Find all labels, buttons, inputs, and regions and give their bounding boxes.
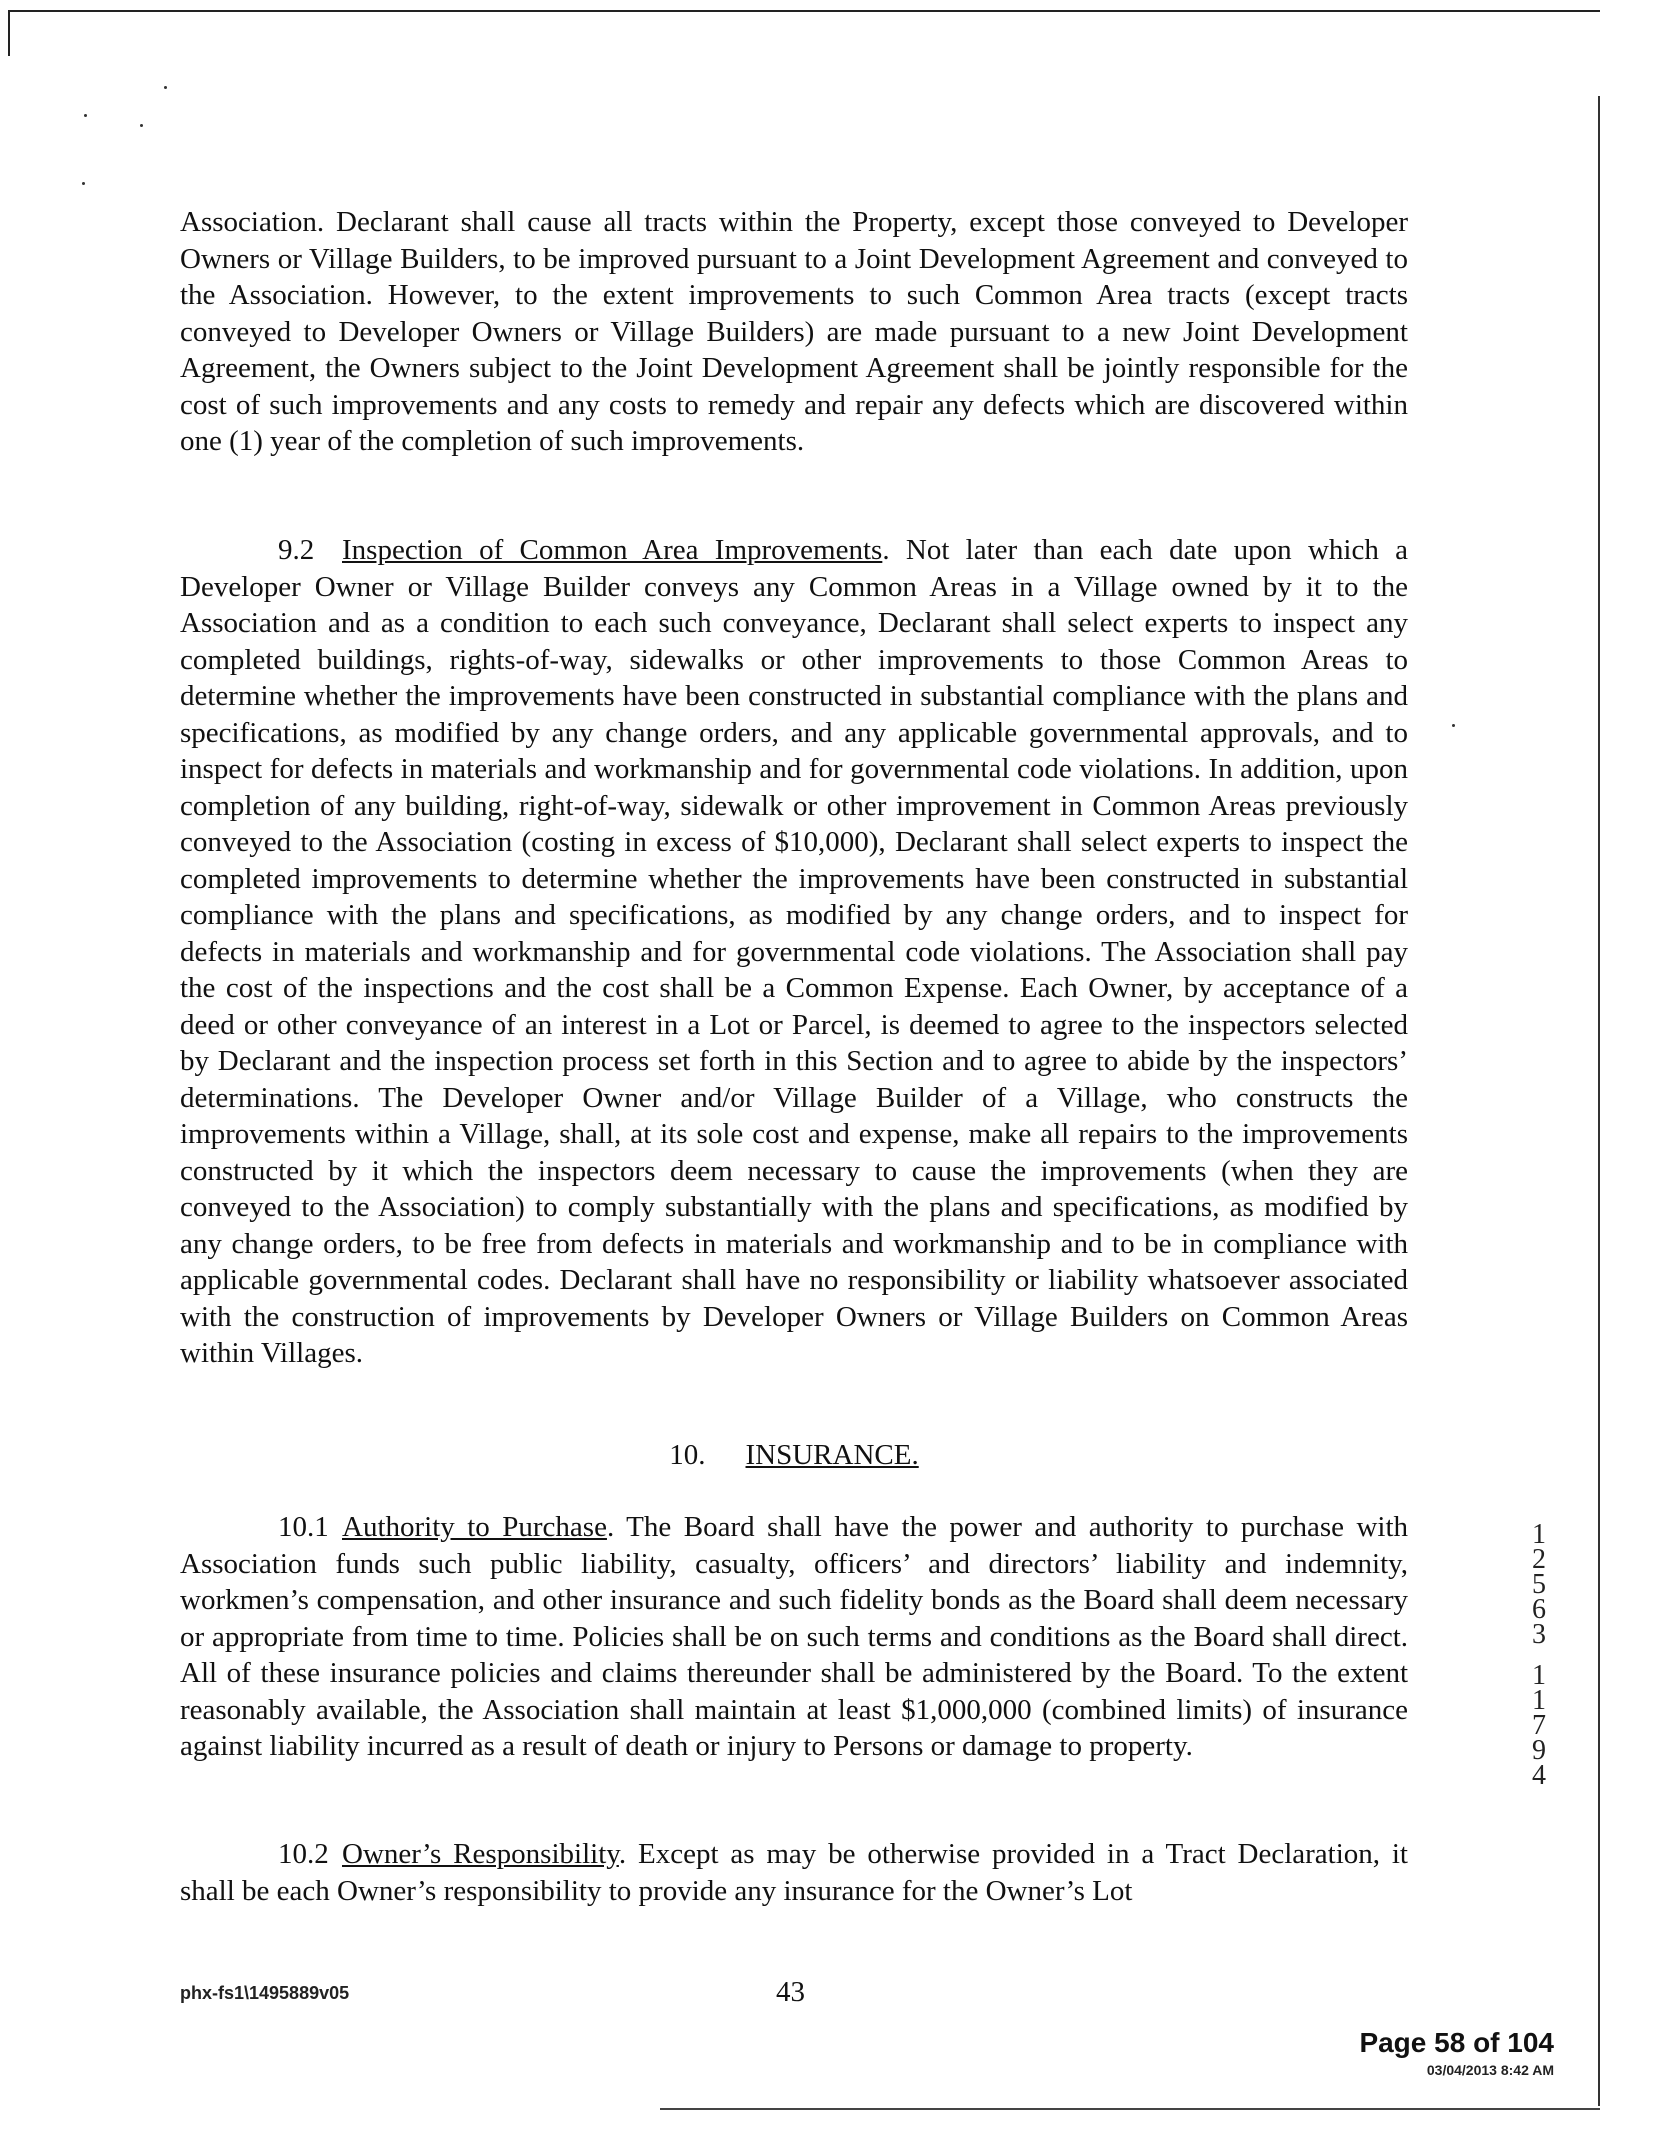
scan-speck (84, 114, 87, 117)
scan-border-bottom (660, 2108, 1600, 2110)
section-9-2: 9.2 Inspection of Common Area Improvements. Not later than each date upon which a Developer Owner or Village Builder conveys any Common Areas in a Village owned by it to the Association and as a condition to each such conveyance, Declarant shall select experts to inspect any completed buildings, rights-of-way, sidewalks or other improvements to those Common Areas to determine whether the improvements have been constructed in substantial compliance with the plans and specifications, as modified by any change orders, and any applicable governmental approvals, and to inspect for defects in materials and workmanship and for governmental code violations. In addition, upon completion of any building, right-of-way, sidewalk or other improvement in Common Areas previously conveyed to the Association (costing in excess of $10,000), Declarant shall select experts to inspect the completed improvements to determine whether the improvements have been constructed in substantial compliance with the plans and specifications, as modified by any change orders, and to inspect for defects in materials and workmanship and for governmental code violations. The Association shall pay the cost of the inspections and the cost shall be a Common Expense. Each Owner, by acceptance of a deed or other conveyance of an interest in a Lot or Parcel, is deemed to agree to the inspectors selected by Declarant and the inspection process set forth in this Section and to agree to abide by the inspectors’ determinations. The Developer Owner and/or Village Builder of a Village, who constructs the improvements within a Village, shall, at its sole cost and expense, make all repairs to the improvements constructed by it which the inspectors deem necessary to cause the improvements (when they are conveyed to the Association) to comply substantially with the plans and specifications, as modified by any change orders, to be free from defects in materials and workmanship and to be in compliance with applicable governmental codes. Declarant shall have no responsibility or liability whatsoever associated with the construction of improvements by Developer Owners or Village Builders on Common Areas within Villages. (180, 534, 1408, 1369)
side-digit: 6 (1532, 1594, 1546, 1625)
section-10-1-title: Authority to Purchase (342, 1511, 607, 1543)
side-digit: 9 (1532, 1735, 1546, 1766)
scan-speck (140, 124, 143, 127)
side-digit: 7 (1532, 1710, 1546, 1741)
page-count-stamp: Page 58 of 104 (1359, 2027, 1554, 2058)
side-digit: 1 (1532, 1660, 1546, 1691)
scan-border-left (8, 10, 10, 56)
footer-document-id: phx-fs1\1495889v05 (180, 1983, 350, 2003)
side-digit: 1 (1532, 1519, 1546, 1550)
intro-paragraph (180, 204, 1408, 460)
section-10-1: 10.1 Authority to Purchase. The Board shall have the power and authority to purchase with Association funds such public liability, casualty, officers’ and directors’ liability and indemnity, workmen’s compensation, and other insurance and such fidelity bonds as the Board shall deem necessary or appropriate from time to time. Policies shall be on such terms and conditions as the Board shall direct. All of these insurance policies and claims thereunder shall be administered by the Board. To the extent reasonably available, the Association shall maintain at least $1,000,000 (combined limits) of insurance against liability incurred as a result of death or injury to Persons or damage to property. (180, 1511, 1408, 1762)
section-10-heading (180, 1437, 1408, 1473)
intro-text: Association. Declarant shall cause all tracts within the Property, except those conveyed to Developer Owners or Village Builders, to be improved pursuant to a Joint Development Agreement and conveyed to the Association. However, to the extent improvements to such Common Area tracts (except tracts conveyed to Developer Owners or Village Builders) are made pursuant to a new Joint Development Agreement, the Owners subject to the Joint Development Agreement shall be jointly responsible for the cost of such improvements and any costs to remedy and repair any defects which are discovered within one (1) year of the completion of such improvements. (180, 206, 1408, 457)
side-digit: 4 (1532, 1760, 1546, 1791)
scan-speck (1452, 724, 1455, 727)
footer-page-number: 43 (776, 1976, 805, 2008)
scan-border-top (8, 10, 1600, 12)
section-9-2-title: Inspection of Common Area Improvements (342, 534, 883, 566)
section-10-2: 10.2 Owner’s Responsibility. Except as may be otherwise provided in a Tract Declaration, it shall be each Owner’s responsibility to provide any insurance for the Owner’s Lot (180, 1838, 1408, 1907)
section-10-1-body: The Board shall have the power and authority to purchase with Association funds such public liability, casualty, officers’ and directors’ liability and indemnity, workmen’s compensation, and other insurance and such fidelity bonds as the Board shall deem necessary or appropriate from time to time. Policies shall be on such terms and conditions as the Board shall direct. All of these insurance policies and claims thereunder shall be administered by the Board. To the extent reasonably available, the Association shall maintain at least $1,000,000 (combined limits) of insurance against liability incurred as a result of death or injury to Persons or damage to property. (180, 1511, 1408, 1762)
scan-speck (82, 182, 85, 185)
scan-speck (164, 86, 167, 89)
side-digit: 1 (1532, 1685, 1546, 1716)
section-9-2-body: Not later than each date upon which a Developer Owner or Village Builder conveys any Common Areas in a Village owned by it to the Association and as a condition to each such conveyance, Declarant shall select experts to inspect any completed buildings, rights-of-way, sidewalks or other improvements to those Common Areas to determine whether the improvements have been constructed in substantial compliance with the plans and specifications, as modified by any change orders, and any applicable governmental approvals, and to inspect for defects in materials and workmanship and for governmental code violations. In addition, upon completion of any building, right-of-way, sidewalk or other improvement in Common Areas previously conveyed to the Association (costing in excess of $10,000), Declarant shall select experts to inspect the completed improvements to determine whether the improvements have been constructed in substantial compliance with the plans and specifications, as modified by any change orders, and to inspect for defects in materials and workmanship and for governmental code violations. The Association shall pay the cost of the inspections and the cost shall be a Common Expense. Each Owner, by acceptance of a deed or other conveyance of an interest in a Lot or Parcel, is deemed to agree to the inspectors selected by Declarant and the inspection process set forth in this Section and to agree to abide by the inspectors’ determinations. The Developer Owner and/or Village Builder of a Village, who constructs the improvements within a Village, shall, at its sole cost and expense, make all repairs to the improvements constructed by it which the inspectors deem necessary to cause the improvements (when they are conveyed to the Association) to comply substantially with the plans and specifications, as modified by any change orders, to be free from defects in materials and workmanship and to be in compliance with applicable governmental codes. Declarant shall have no responsibility or liability whatsoever associated with the construction of improvements by Developer Owners or Village Builders on Common Areas within Villages. (180, 534, 1408, 1369)
section-10-2-body: Except as may be otherwise provided in a Tract Declaration, it shall be each Owner’s responsibility to provide any insurance for the Owner’s Lot (180, 1838, 1408, 1907)
section-10-number: 10. (669, 1439, 706, 1471)
section-10-2-title: Owner’s Responsibility (342, 1838, 619, 1870)
side-digit: 2 (1532, 1544, 1546, 1575)
section-10-1-number: 10.1 (278, 1511, 329, 1543)
section-9-2-number: 9.2 (278, 534, 315, 566)
section-10-title: INSURANCE. (745, 1439, 919, 1471)
vertical-recording-number (1524, 1519, 1554, 1791)
section-10-2-number: 10.2 (278, 1838, 329, 1870)
side-digit: 3 (1532, 1619, 1546, 1650)
side-digit: 5 (1532, 1569, 1546, 1600)
scan-border-right (1598, 96, 1600, 2106)
timestamp-stamp: 03/04/2013 8:42 AM (1426, 2062, 1554, 2078)
